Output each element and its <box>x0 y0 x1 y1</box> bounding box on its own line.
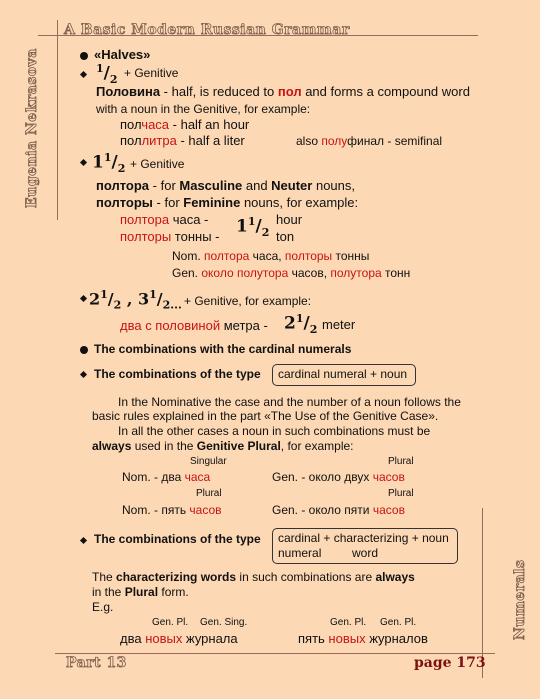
half-example-1: полчаса - half an hour <box>120 117 250 132</box>
type2-formula-numeral: numeral <box>278 546 322 560</box>
eg-label: E.g. <box>92 600 114 614</box>
type2-label: The combinations of the type <box>94 532 261 546</box>
two-half-example: два с половиной метра - <box>120 318 268 333</box>
author-name: Eugenia Nekrasova <box>24 48 40 208</box>
half-example-2: поллитра - half a liter <box>120 133 245 148</box>
half-line2: with a noun in the Genitive, for example: <box>96 102 311 116</box>
half-line1: Половина - half, is reduced to пол and forms a compound word <box>96 84 470 99</box>
two-half-fraction-big: $2^1/_2$ <box>284 312 318 337</box>
type2-text-1: The characterizing words in such combinations are always <box>92 570 415 584</box>
one-half-gen: Gen. около полутора часов, полутора тонн <box>172 266 411 280</box>
one-half-gloss-1: hour <box>276 212 303 227</box>
page-number: page 173 <box>414 655 486 671</box>
left-rule <box>57 20 58 220</box>
type2-example-1: два новых журнала <box>120 631 238 646</box>
one-half-suffix: + Genitive <box>130 157 185 171</box>
label-plural: Plural <box>196 488 222 499</box>
type2-example-2: пять новых журналов <box>298 631 428 646</box>
gen-example-1: Gen. - около двух часов <box>272 470 405 484</box>
diamond-bullet <box>80 71 87 78</box>
part-number: Part 13 <box>66 655 127 671</box>
cardinal-title: The combinations with the cardinal numerals <box>94 342 352 356</box>
polutora-line: полтора - for Masculine and Neuter nouns, <box>96 178 356 193</box>
label-plural: Plural <box>388 488 414 499</box>
label-gen-sing: Gen. Sing. <box>200 617 248 628</box>
section-name: Numerals <box>512 559 528 640</box>
label-gen-pl: Gen. Pl. <box>152 617 189 628</box>
type2-formula-word: word <box>352 546 379 560</box>
one-half-fraction: $1^1/_2$ <box>92 151 126 176</box>
half-fraction: $^1/_2$ <box>96 62 118 87</box>
one-half-fraction-big: $1^1/_2$ <box>236 215 270 240</box>
right-rule <box>482 508 483 678</box>
book-title: A Basic Modern Russian Grammar <box>64 22 350 38</box>
diamond-bullet <box>80 537 87 544</box>
half-also-example: also полуфинал - semifinal <box>296 134 443 148</box>
label-gen-pl: Gen. Pl. <box>380 617 417 628</box>
two-half-gloss: meter <box>322 317 356 332</box>
type1-formula: cardinal numeral + noun <box>278 367 408 381</box>
diamond-bullet <box>80 371 87 378</box>
one-half-nom: Nom. полтора часа, полторы тонны <box>172 249 370 263</box>
type2-text-2: in the Plural form. <box>92 585 189 599</box>
one-half-gloss-2: ton <box>276 229 295 244</box>
label-gen-pl: Gen. Pl. <box>330 617 367 628</box>
label-plural: Plural <box>388 456 414 467</box>
two-half-fractions: $2^1/_2$ , $3^1/_{2...}$ <box>89 288 182 312</box>
half-suffix: + Genitive <box>124 66 179 80</box>
type1-p4: always used in the Genitive Plural, for example: <box>92 439 354 453</box>
type2-formula-line1: cardinal + characterizing + noun <box>278 531 449 545</box>
halves-title: «Halves» <box>94 47 151 62</box>
two-half-suffix: + Genitive, for example: <box>184 294 312 308</box>
bullet <box>80 52 88 60</box>
diamond-bullet <box>80 159 87 166</box>
bottom-rule <box>55 653 495 654</box>
poltory-line: полторы - for Feminine nouns, for example: <box>96 195 359 210</box>
diamond-bullet <box>80 295 87 302</box>
nom-example-1: Nom. - два часа <box>122 470 211 484</box>
type1-p3: In all the other cases a noun in such combinations must be <box>118 424 431 438</box>
type1-label: The combinations of the type <box>94 367 261 381</box>
type1-p1: In the Nominative the case and the number of a noun follows the <box>118 395 461 409</box>
bullet <box>80 346 88 354</box>
one-half-example-2: полторы тонны - <box>120 229 220 244</box>
label-singular: Singular <box>190 456 227 467</box>
one-half-example-1: полтора часа - <box>120 212 209 227</box>
gen-example-2: Gen. - около пяти часов <box>272 503 405 517</box>
type1-p2: basic rules explained in the part «The Use of the Genitive Case». <box>92 409 439 423</box>
nom-example-2: Nom. - пять часов <box>122 503 222 517</box>
